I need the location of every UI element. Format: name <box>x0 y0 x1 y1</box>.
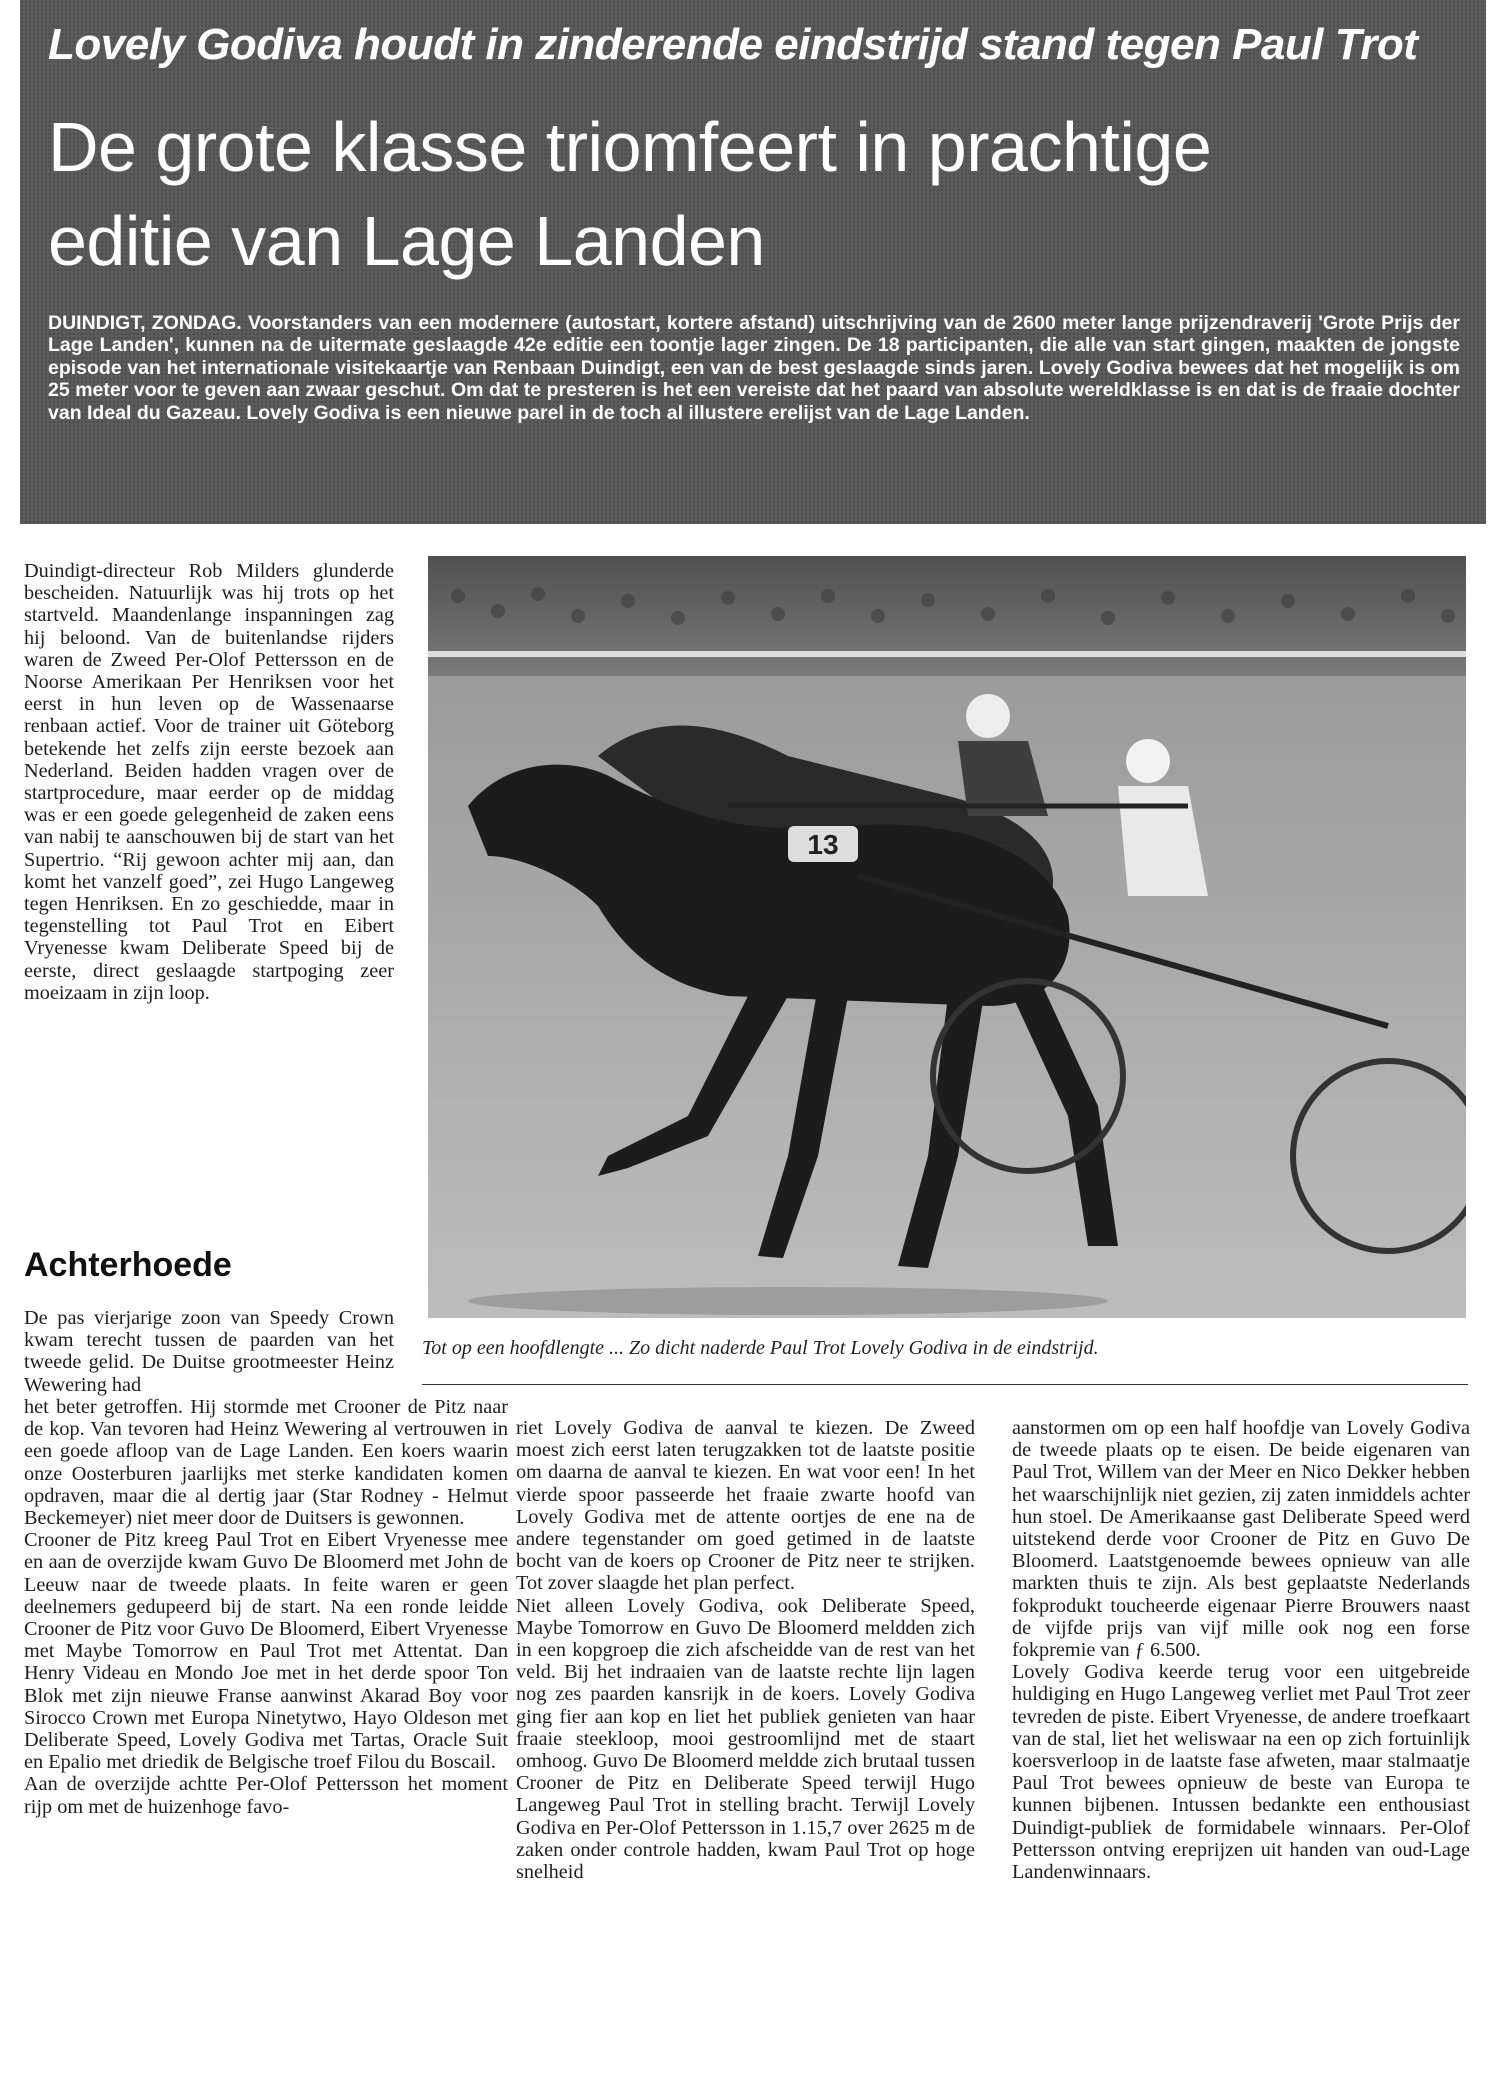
column-1-bottom <box>24 1396 508 1818</box>
race-photo-illustration <box>428 556 1466 1318</box>
paragraph: Duindigt-directeur Rob Milders glunderde bescheiden. Natuurlijk was hij trots op het startveld. Maandenlange inspanningen zag hij beloond. Van de buitenlandse rijders waren de Zweed Per-Olof Pettersson en de Noorse Amerikaan Per Henriksen voor het eerst in hun leven op de Wassenaarse renbaan actief. Voor de trainer uit Göteborg betekende het zelfs zijn eerste bezoek aan Nederland. Beiden hadden vragen over de startprocedure, maar eerder op de middag was er een goede gelegenheid de zaken eens van nabij te aanschouwen bij de start van het Supertrio. “Rij gewoon achter mij aan, dan komt het vanzelf goed”, zei Hugo Langeweg tegen Henriksen. En zo geschiedde, maar in tegenstelling tot Paul Trot en Eibert Vryenesse kwam Deliberate Speed bij de eerste, direct geslaagde startpoging zeer moeizaam in zijn loop. <box>24 560 394 1004</box>
paragraph: De pas vierjarige zoon van Speedy Crown kwam terecht tussen de paarden van het tweede gelid. De Duitse grootmeester Heinz Wewering had <box>24 1307 394 1396</box>
paragraph: Aan de overzijde achtte Per-Olof Pettersson het moment rijp om met de huizenhoge favo- <box>24 1773 508 1818</box>
paragraph: Niet alleen Lovely Godiva, ook Deliberate Speed, Maybe Tomorrow en Guvo De Bloomerd meldden zich in een kopgroep die zich afscheidde van de rest van het veld. Bij het indraaien van de laatste rechte lijn lagen nog zes paarden kansrijk in de koers. Lovely Godiva ging fier aan kop en liet het publiek genieten van haar fraaie steekloop, mooi gestroomlijnd met de staart omhoog. Guvo De Bloomerd meldde zich brutaal tussen Crooner de Pitz en Deliberate Speed terwijl Hugo Langeweg Paul Trot in stelling bracht. Terwijl Lovely Godiva en Per-Olof Pettersson in 1.15,7 over 2625 m de zaken onder controle hadden, kwam Paul Trot op hoge snelheid <box>516 1594 975 1884</box>
column-1-intro <box>24 560 394 1004</box>
column-1-lower <box>24 1307 394 1396</box>
race-photo <box>428 556 1466 1318</box>
headline-line-1: De grote klasse triomfeert in prachtige <box>48 108 1212 186</box>
photo-caption: Tot op een hoofdlengte ... Zo dicht naderde Paul Trot Lovely Godiva in de eindstrijd. <box>422 1337 1099 1359</box>
lead-paragraph: DUINDIGT, ZONDAG. Voorstanders van een modernere (autostart, kortere afstand) uitschrijving van de 2600 meter lange prijzendraverij 'Grote Prijs der Lage Landen', kunnen na de uitermate geslaagde 42e editie een toontje lager zingen. De 18 participanten, die alle van start gingen, maakten de jongste episode van het internationale visitekaartje van Renbaan Duindigt, een van de best geslaagde sinds jaren. Lovely Godiva bewees dat het mogelijk is om 25 meter voor te geven aan zwaar geschut. Om dat te presteren is het een vereiste dat het paard van absolute wereldklasse is en dat is de fraaie dochter van Ideal du Gazeau. Lovely Godiva is een nieuwe parel in de toch al illustere erelijst van de Lage Landen. <box>48 312 1460 424</box>
headline-line-2: editie van Lage Landen <box>48 202 765 280</box>
headline <box>48 100 1468 288</box>
caption-rule <box>422 1384 1468 1385</box>
paragraph: aanstormen om op een half hoofdje van Lovely Godiva de tweede plaats op te eisen. De beide eigenaren van Paul Trot, Willem van der Meer en Nico Dekker hebben het waarschijnlijk niet gezien, zij zaten inmiddels achter hun stoel. De Amerikaanse gast Deliberate Speed werd uitstekend derde voor Crooner de Pitz en Guvo De Bloomerd. Laatstgenoemde bewees opnieuw van alle markten thuis te zijn. Als best geplaatste Nederlands fokprodukt toucheerde eigenaar Pierre Brouwers naast de vijfde prijs van vijf mille ook nog een forse fokpremie van ƒ 6.500. <box>1012 1417 1470 1662</box>
column-2 <box>516 1417 975 1883</box>
paragraph: Lovely Godiva keerde terug voor een uitgebreide huldiging en Hugo Langeweg verliet met Paul Trot zeer tevreden de piste. Eibert Vryenesse, de andere troefkaart van de stal, liet het weliswaar na een op zich fortuinlijk koersverloop in de laatste fase afweten, maar stalmaatje Paul Trot bewees opnieuw de beste van Europa te kunnen bijbenen. Intussen bedankte een enthousiast Duindigt-publiek de formidabele winnaars. Per-Olof Pettersson ontving ereprijzen uit handen van oud-Lage Landenwinnaars. <box>1012 1661 1470 1884</box>
race-number: 13 <box>807 829 839 860</box>
paragraph: het beter getroffen. Hij stormde met Crooner de Pitz naar de kop. Van tevoren had Heinz Wewering al vertrouwen in een goede afloop van de Lage Landen. Een koers waarin onze Oosterburen jaarlijks met sterke kandidaten komen opdraven, maar die al dertig jaar (Star Rodney - Helmut Beckemeyer) niet meer door de Duitsers is gewonnen. <box>24 1396 508 1530</box>
column-3 <box>1012 1417 1470 1883</box>
paragraph: Crooner de Pitz kreeg Paul Trot en Eibert Vryenesse mee en aan de overzijde kwam Guvo De Bloomerd met John de Leeuw naar de tweede plaats. In feite waren er geen deelnemers gedupeerd bij de start. Na een ronde leidde Crooner de Pitz voor Guvo De Bloomerd, Eibert Vryenesse met Maybe Tomorrow en Paul Trot met Attentat. Dan Henry Videau en Mondo Joe met in het derde spoor Ton Blok met zijn nieuwe Franse aanwinst Akarad Boy voor Sirocco Crown met Europa Ninetytwo, Hayo Oldeson met Deliberate Speed, Lovely Godiva met Tartas, Oracle Suit en Epalio met driedik de Belgische troef Filou du Boscail. <box>24 1529 508 1774</box>
subheading: Achterhoede <box>24 1246 232 1284</box>
paragraph: riet Lovely Godiva de aanval te kiezen. De Zweed moest zich eerst laten terugzakken tot de laatste positie om daarna de aanval te kiezen. En wat voor een! In het vierde spoor passeerde het fraaie zwarte hoofd van Lovely Godiva met de attente oortjes de ene na de andere tegenstander om goed getimed in de laatste bocht van de koers op Crooner de Pitz neer te strijken. Tot zover slaagde het plan perfect. <box>516 1417 975 1595</box>
kicker: Lovely Godiva houdt in zinderende eindstrijd stand tegen Paul Trot <box>48 20 1418 69</box>
